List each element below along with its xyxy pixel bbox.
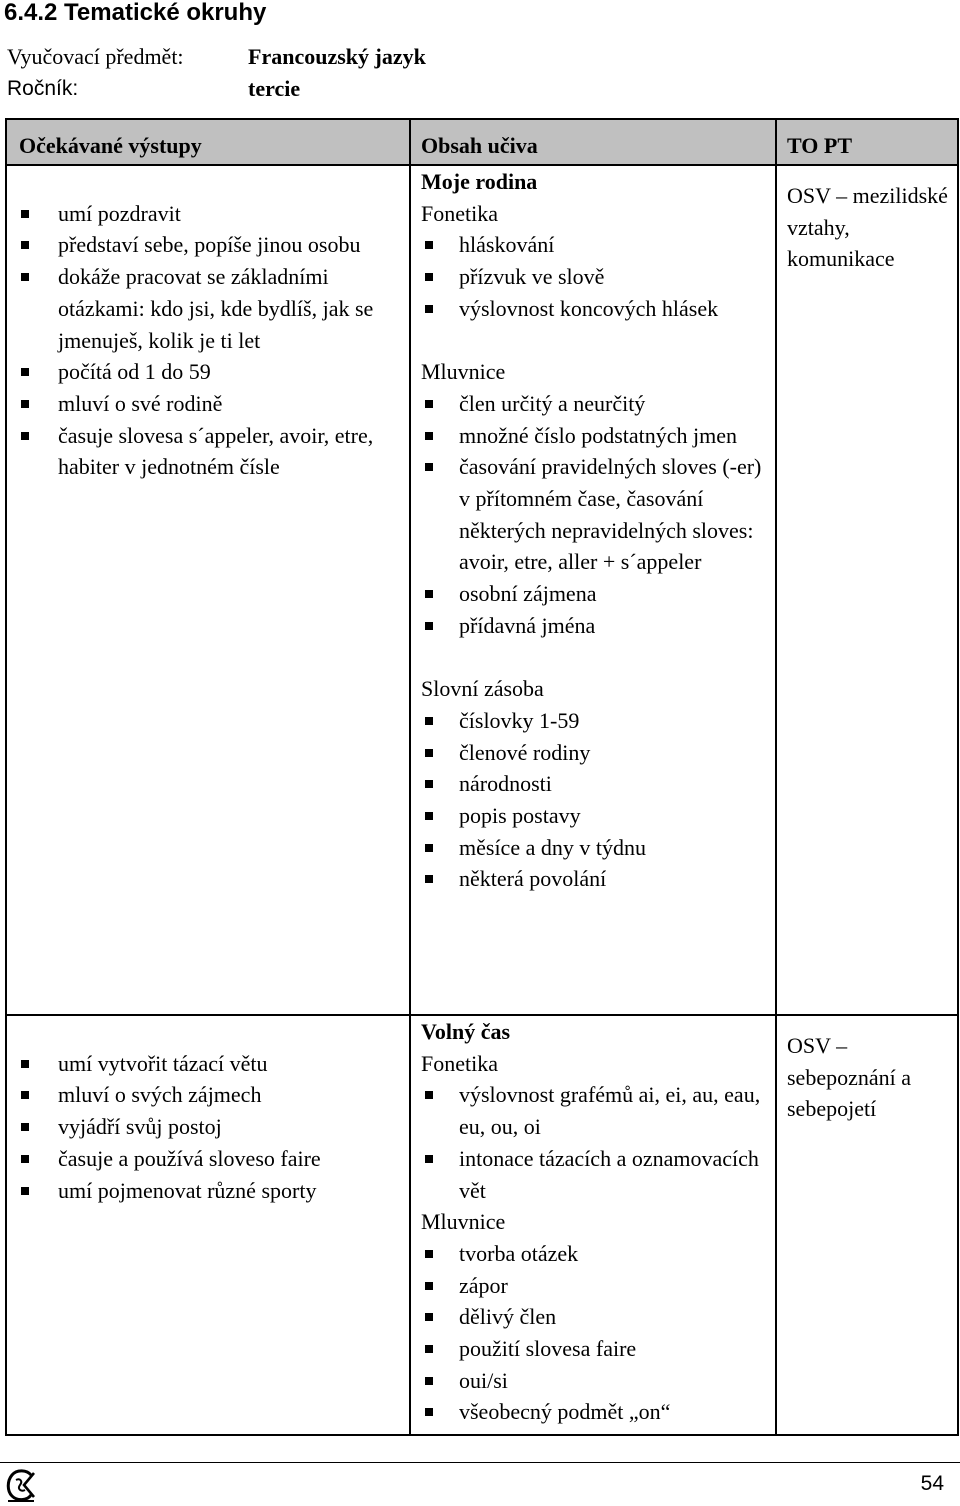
list-item: hláskování	[421, 229, 771, 261]
mluvnice-list	[421, 1238, 771, 1428]
list-item: počítá od 1 do 59	[19, 356, 405, 388]
outcomes-list	[19, 1048, 405, 1207]
list-item: výslovnost grafémů ai, ei, au, eau, eu, ou, oi	[421, 1079, 771, 1142]
list-item: vyjádří svůj postoj	[19, 1111, 405, 1143]
fonetika-list	[421, 1079, 771, 1206]
list-item: umí pojmenovat různé sporty	[19, 1175, 405, 1207]
list-item: časuje slovesa s´appeler, avoir, etre, habiter v jednotném čísle	[19, 420, 405, 483]
list-item: množné číslo podstatných jmen	[421, 420, 771, 452]
topt-cell	[776, 165, 958, 1015]
topt-text: OSV – sebepoznání a sebepojetí	[787, 1033, 911, 1122]
grade-label: Ročník:	[7, 77, 79, 100]
outcomes-list	[19, 198, 405, 483]
list-item: číslovky 1-59	[421, 705, 771, 737]
list-item: přízvuk ve slově	[421, 261, 771, 293]
list-item: měsíce a dny v týdnu	[421, 832, 771, 864]
list-item: použití slovesa faire	[421, 1333, 771, 1365]
list-item: časuje a používá sloveso faire	[19, 1143, 405, 1175]
list-item: časování pravidelných sloves (-er) v přítomném čase, časování některých nepravidelných sloves: avoir, etre, aller + s´appeler	[421, 451, 771, 578]
list-item: tvorba otázek	[421, 1238, 771, 1270]
topt-text: OSV – mezilidské vztahy, komunikace	[787, 183, 948, 272]
list-item: umí pozdravit	[19, 198, 405, 230]
content-title: Moje rodina	[421, 169, 538, 194]
topt-cell	[776, 1015, 958, 1435]
content-cell	[410, 165, 776, 1015]
fonetika-label: Fonetika	[421, 200, 498, 226]
list-item: představí sebe, popíše jinou osobu	[19, 229, 405, 261]
grade-value: tercie	[248, 76, 301, 101]
list-item: zápor	[421, 1270, 771, 1302]
list-item: dokáže pracovat se základními otázkami: kdo jsi, kde bydlíš, jak se jmenuješ, kolik je ti let	[19, 261, 405, 356]
table-row	[6, 165, 958, 1015]
mluvnice-list	[421, 388, 771, 642]
section-heading: 6.4.2 Tematické okruhy	[4, 0, 267, 26]
list-item: přídavná jména	[421, 610, 771, 642]
content-title: Volný čas	[421, 1019, 511, 1044]
list-item: umí vytvořit tázací větu	[19, 1048, 405, 1080]
list-item: všeobecný podmět „on“	[421, 1396, 771, 1428]
slovni-label: Slovní zásoba	[421, 676, 544, 702]
slovni-list	[421, 705, 771, 895]
list-item: dělivý člen	[421, 1301, 771, 1333]
content-cell	[410, 1015, 776, 1435]
subject-label: Vyučovací předmět:	[7, 44, 184, 69]
list-item: oui/si	[421, 1365, 771, 1397]
list-item: mluví o své rodině	[19, 388, 405, 420]
list-item: člen určitý a neurčitý	[421, 388, 771, 420]
outcomes-cell	[6, 1015, 410, 1435]
mluvnice-label: Mluvnice	[421, 359, 506, 385]
fonetika-list	[421, 229, 771, 324]
curriculum-table	[5, 118, 959, 1436]
table-header-row	[6, 119, 958, 165]
header-content: Obsah učiva	[410, 119, 776, 165]
subject-value: Francouzský jazyk	[248, 44, 426, 69]
table-row	[6, 1015, 958, 1435]
fonetika-label: Fonetika	[421, 1050, 498, 1076]
list-item: popis postavy	[421, 800, 771, 832]
mluvnice-label: Mluvnice	[421, 1209, 506, 1235]
outcomes-cell	[6, 165, 410, 1015]
list-item: intonace tázacích a oznamovacích vět	[421, 1143, 771, 1206]
list-item: mluví o svých zájmech	[19, 1079, 405, 1111]
page-number: 54	[920, 1472, 944, 1495]
footer-divider	[0, 1462, 960, 1463]
list-item: některá povolání	[421, 863, 771, 895]
list-item: osobní zájmena	[421, 578, 771, 610]
list-item: národnosti	[421, 768, 771, 800]
list-item: členové rodiny	[421, 737, 771, 769]
header-topt: TO PT	[776, 119, 958, 165]
school-logo-icon	[4, 1466, 38, 1504]
list-item: výslovnost koncových hlásek	[421, 293, 771, 325]
header-outcomes: Očekávané výstupy	[6, 119, 410, 165]
